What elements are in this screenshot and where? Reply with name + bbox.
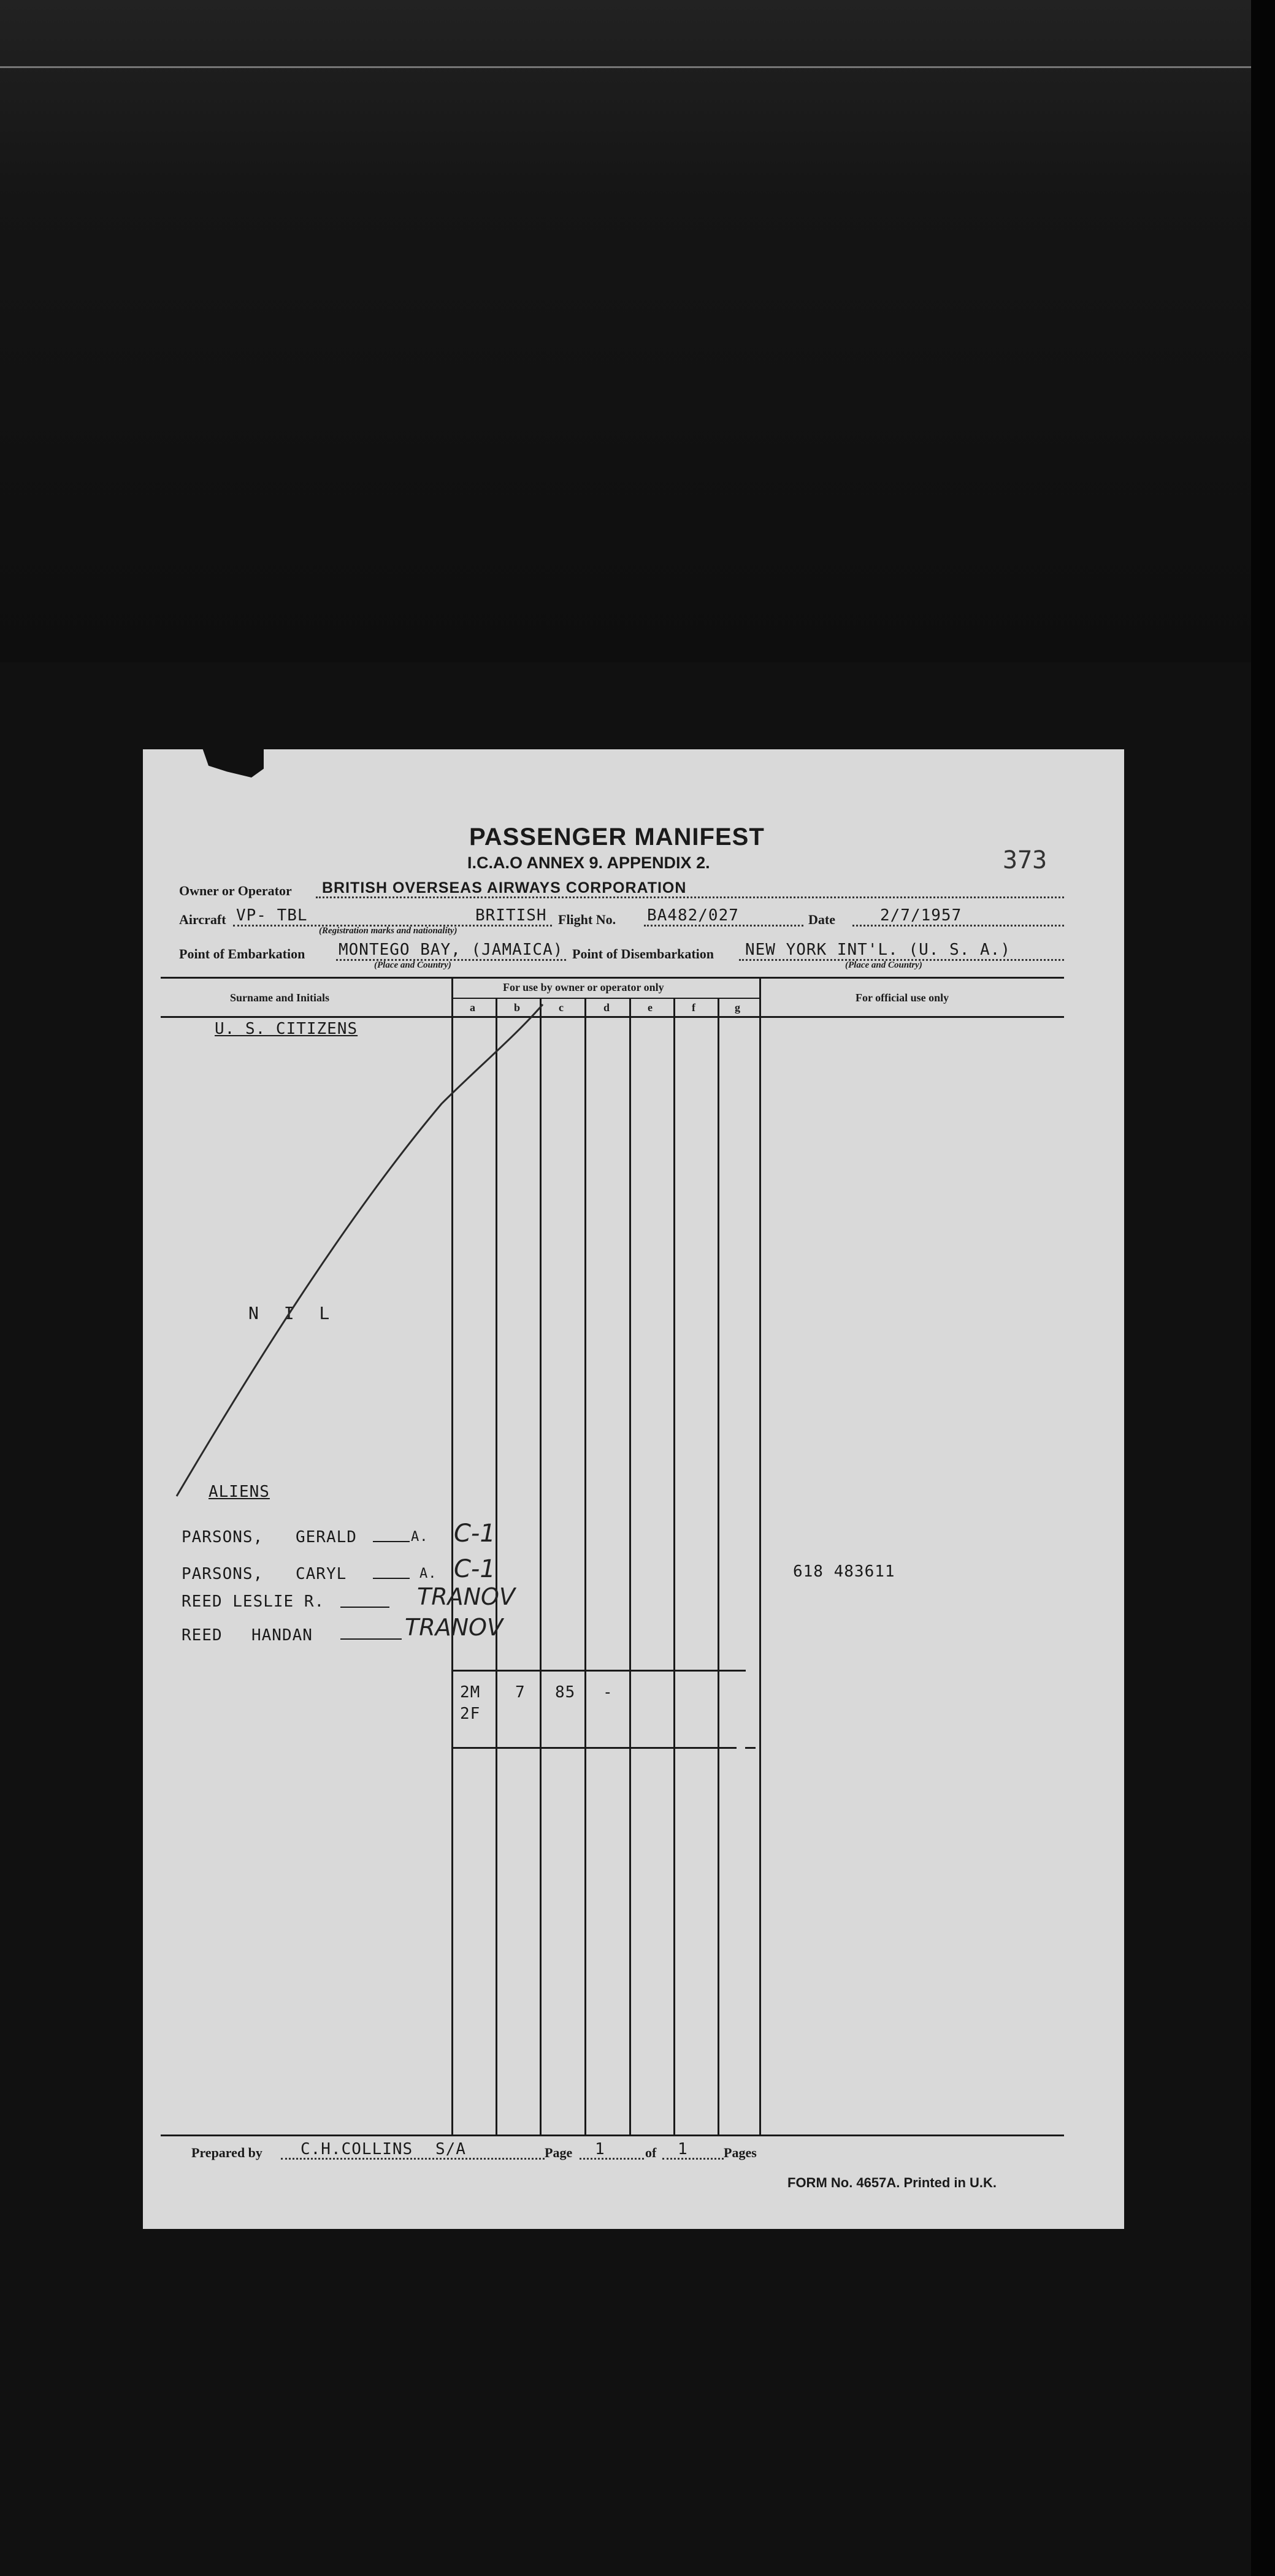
embark-label: Point of Embarkation	[179, 946, 305, 961]
col-owner-use-header: For use by owner or operator only	[503, 981, 664, 993]
date-value: 2/7/1957	[880, 906, 962, 925]
embark-value: MONTEGO BAY, (JAMAICA)	[339, 941, 564, 959]
section-us-citizens: U. S. CITIZENS	[215, 1020, 358, 1038]
prepared-dotted-line	[281, 2158, 545, 2160]
page-dotted-line	[580, 2158, 644, 2160]
disembark-value: NEW YORK INT'L. (U. S. A.)	[745, 941, 1011, 959]
prepared-label: Prepared by	[191, 2145, 262, 2160]
page-label: Page	[545, 2145, 573, 2160]
form-number: FORM No. 4657A. Printed in U.K.	[787, 2175, 997, 2190]
passenger-1-given: GERALD	[296, 1528, 357, 1546]
aircraft-value: VP- TBL	[236, 906, 308, 925]
owner-value: BRITISH OVERSEAS AIRWAYS CORPORATION	[322, 879, 687, 896]
flight-value: BA482/027	[647, 906, 739, 925]
nil-cancellation-stroke	[172, 999, 552, 1502]
total-d: -	[603, 1683, 613, 1702]
prepared-value: C.H.COLLINS	[301, 2140, 413, 2158]
sub-col-b: b	[514, 1001, 521, 1014]
form-title: PASSENGER MANIFEST	[469, 824, 765, 850]
passenger-2-given: CARYL	[296, 1565, 347, 1583]
pages-label: Pages	[724, 2145, 757, 2160]
column-divider-d	[629, 998, 631, 2136]
scan-border-right	[1251, 0, 1275, 2576]
stamp-number: 373	[1003, 846, 1047, 874]
owner-label: Owner or Operator	[179, 883, 292, 898]
column-divider-e	[673, 998, 675, 2136]
section-aliens: ALIENS	[209, 1483, 270, 1501]
totals-bottom-tick	[745, 1747, 756, 1749]
total-c: 85	[555, 1683, 576, 1702]
column-divider-c	[584, 998, 586, 2136]
total-a-male: 2M	[460, 1683, 481, 1702]
totals-bottom-line	[451, 1747, 737, 1749]
of-value: 1	[678, 2140, 688, 2158]
col-surname-header: Surname and Initials	[230, 992, 330, 1004]
passenger-3-surname: REED LESLIE R.	[182, 1592, 325, 1611]
prepared-title: S/A	[435, 2140, 466, 2158]
column-divider-official	[759, 977, 761, 2136]
passenger-1-dash	[373, 1541, 410, 1542]
official-number: 618 483611	[793, 1562, 895, 1581]
total-a-female: 2F	[460, 1705, 481, 1723]
passenger-1-surname: PARSONS,	[182, 1528, 264, 1546]
sub-col-f: f	[692, 1001, 695, 1014]
page-value: 1	[595, 2140, 605, 2158]
table-top-border	[161, 977, 1064, 979]
sub-col-d: d	[603, 1001, 610, 1014]
disembark-label: Point of Disembarkation	[572, 946, 714, 961]
nil-text: N I L	[248, 1303, 337, 1323]
date-label: Date	[808, 912, 835, 927]
total-b: 7	[515, 1683, 526, 1702]
passenger-2-surname: PARSONS,	[182, 1565, 264, 1583]
passenger-1-mark: C-1	[454, 1519, 496, 1548]
passenger-2-mark: C-1	[454, 1555, 496, 1583]
nationality-value: BRITISH	[475, 906, 547, 925]
flight-label: Flight No.	[558, 912, 616, 927]
sub-col-e: e	[648, 1001, 653, 1014]
sub-col-a: a	[470, 1001, 475, 1014]
passenger-4-mark: TRANOV	[405, 1614, 503, 1641]
sub-col-g: g	[735, 1001, 740, 1014]
table-bottom-border	[161, 2135, 1064, 2136]
flight-dotted-line	[644, 925, 803, 927]
passenger-4-surname: REED	[182, 1626, 223, 1645]
of-label: of	[645, 2145, 657, 2160]
passenger-1-code: A.	[411, 1529, 429, 1545]
scan-edge-line	[0, 66, 1275, 68]
passenger-3-dash	[340, 1607, 389, 1608]
sub-col-c: c	[559, 1001, 564, 1014]
form-subtitle: I.C.A.O ANNEX 9. APPENDIX 2.	[467, 854, 710, 872]
disembark-note: (Place and Country)	[845, 960, 922, 970]
subheader-divider	[453, 998, 759, 999]
passenger-2-dash	[373, 1578, 410, 1579]
of-dotted-line	[662, 2158, 724, 2160]
col-official-header: For official use only	[856, 992, 949, 1004]
passenger-2-code: A.	[419, 1566, 437, 1581]
owner-dotted-line	[316, 896, 1064, 898]
passenger-4-given: HANDAN	[251, 1626, 313, 1645]
embark-note: (Place and Country)	[374, 960, 451, 970]
date-dotted-line	[852, 925, 1064, 927]
column-divider-f	[718, 998, 719, 2136]
passenger-3-mark: TRANOV	[417, 1583, 515, 1610]
registration-note: (Registration marks and nationality)	[319, 926, 458, 936]
passenger-4-dash	[340, 1638, 402, 1640]
totals-top-line	[451, 1670, 746, 1672]
scan-background-top	[0, 0, 1275, 662]
aircraft-label: Aircraft	[179, 912, 226, 927]
